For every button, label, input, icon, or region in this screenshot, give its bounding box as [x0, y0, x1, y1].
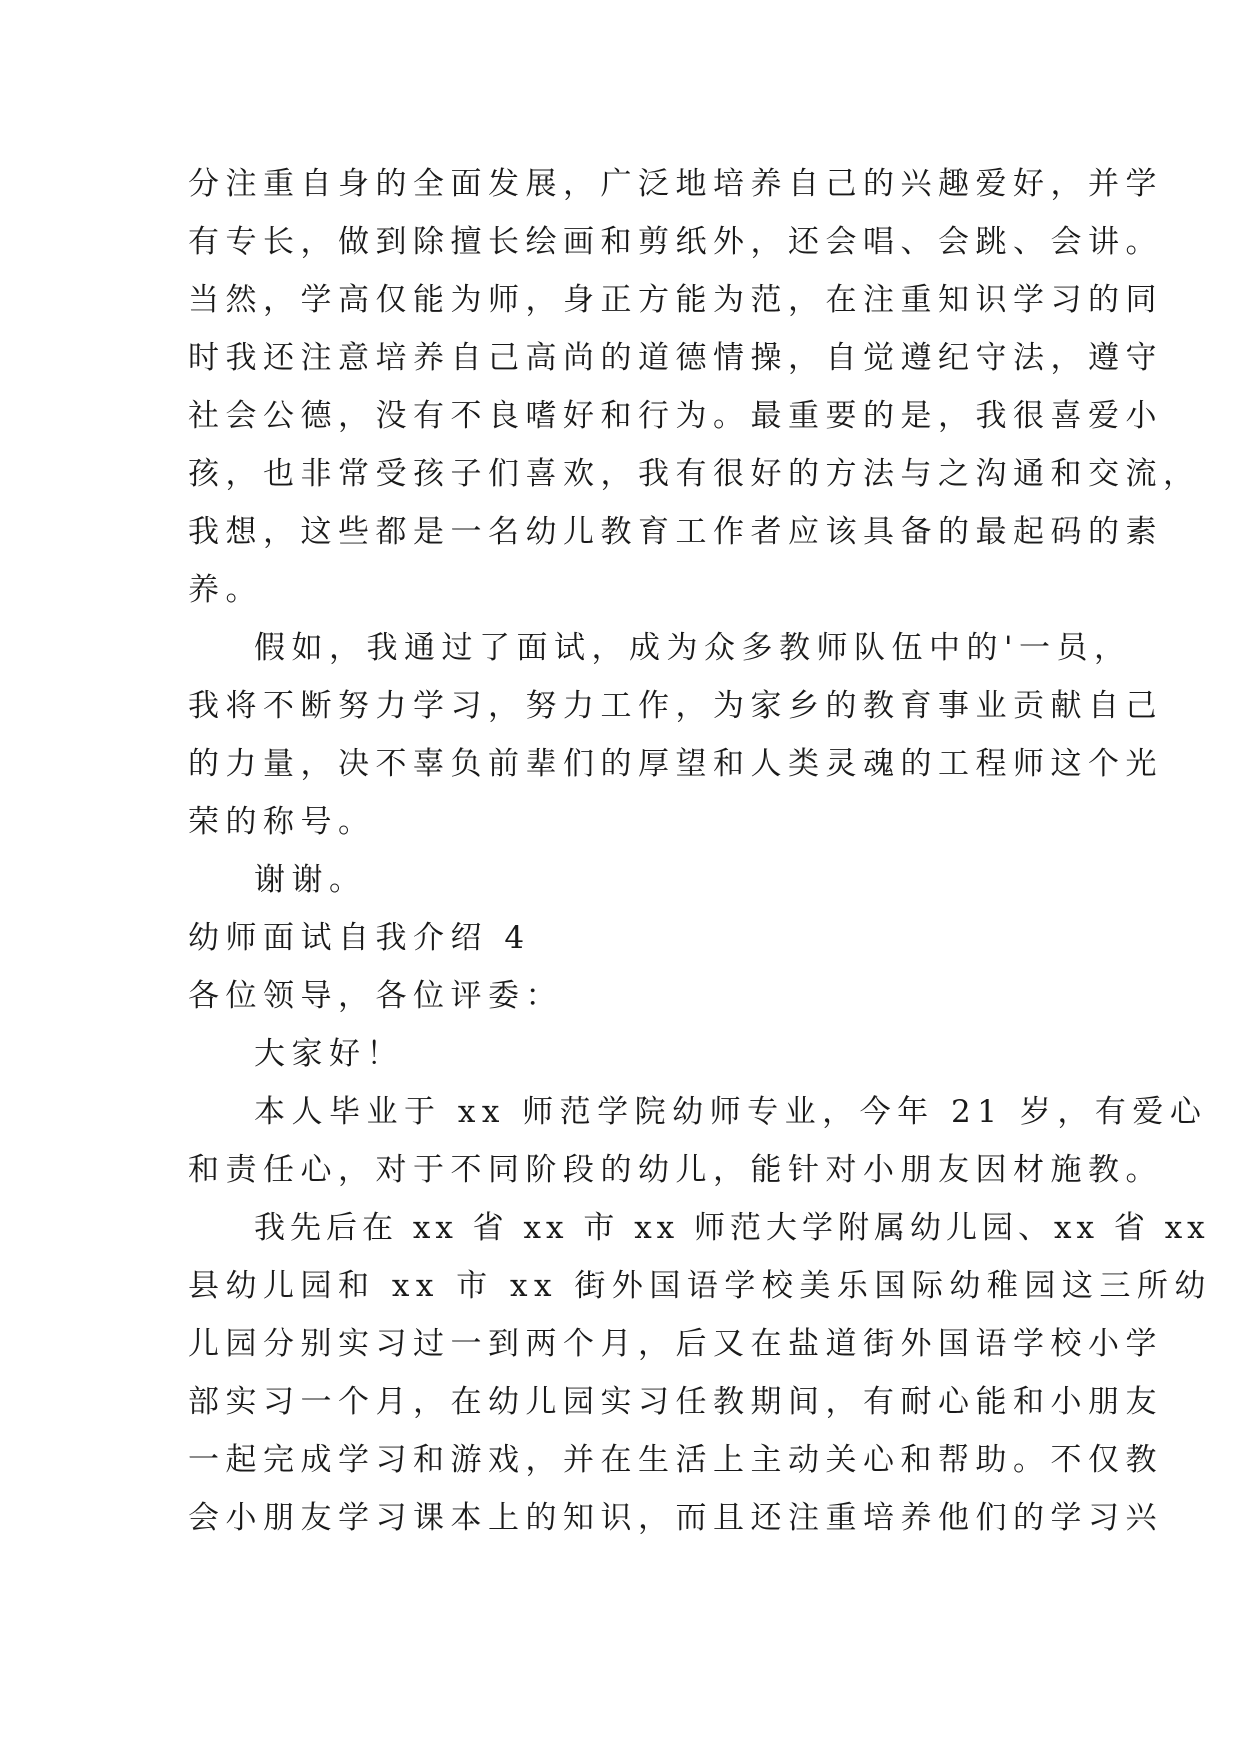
text-line: 社会公德，没有不良嗜好和行为。最重要的是，我很喜爱小 [188, 398, 1163, 434]
text-line: 一起完成学习和游戏，并在生活上主动关心和帮助。不仅教 [188, 1442, 1163, 1478]
text-line: 孩，也非常受孩子们喜欢，我有很好的方法与之沟通和交流， [188, 456, 1201, 492]
text-line: 养。 [188, 572, 263, 608]
text-line: 分注重自身的全面发展，广泛地培养自己的兴趣爱好，并学 [188, 166, 1163, 202]
text-line: 我将不断努力学习，努力工作，为家乡的教育事业贡献自己 [188, 688, 1163, 724]
section-heading: 幼师面试自我介绍 4 [188, 920, 531, 956]
text-line: 我想，这些都是一名幼儿教育工作者应该具备的最起码的素 [188, 514, 1163, 550]
text-line: 有专长，做到除擅长绘画和剪纸外，还会唱、会跳、会讲。 [188, 224, 1163, 260]
text-line: 当然，学高仅能为师，身正方能为范，在注重知识学习的同 [188, 282, 1163, 318]
text-line: 时我还注意培养自己高尚的道德情操，自觉遵纪守法，遵守 [188, 340, 1163, 376]
text-line: 和责任心，对于不同阶段的幼儿，能针对小朋友因材施教。 [188, 1152, 1163, 1188]
text-line: 县幼儿园和 xx 市 xx 街外国语学校美乐国际幼稚园这三所幼 [188, 1268, 1212, 1304]
text-line: 部实习一个月，在幼儿园实习任教期间，有耐心能和小朋友 [188, 1384, 1163, 1420]
greeting: 大家好！ [254, 1036, 404, 1072]
text-line: 的力量，决不辜负前辈们的厚望和人类灵魂的工程师这个光 [188, 746, 1163, 782]
text-line: 荣的称号。 [188, 804, 376, 840]
paragraph-first-line: 本人毕业于 xx 师范学院幼师专业，今年 21 岁，有爱心 [254, 1094, 1208, 1130]
salutation: 各位领导，各位评委： [188, 978, 563, 1014]
paragraph-first-line: 假如，我通过了面试，成为众多教师队伍中的'一员， [254, 630, 1132, 666]
text-line: 会小朋友学习课本上的知识，而且还注重培养他们的学习兴 [188, 1500, 1163, 1536]
closing-thanks: 谢谢。 [254, 862, 367, 898]
paragraph-first-line: 我先后在 xx 省 xx 市 xx 师范大学附属幼儿园、xx 省 xx [254, 1210, 1210, 1246]
text-line: 儿园分别实习过一到两个月，后又在盐道街外国语学校小学 [188, 1326, 1163, 1362]
